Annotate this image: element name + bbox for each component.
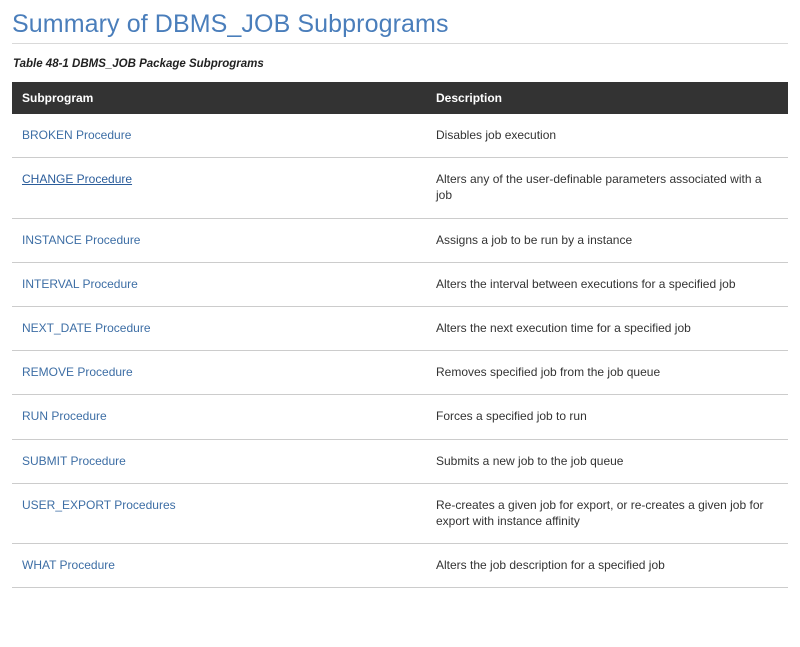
table-header bbox=[12, 82, 788, 114]
table-row bbox=[12, 439, 788, 483]
subprogram-link[interactable]: CHANGE Procedure bbox=[22, 172, 133, 187]
table-caption: Table 48-1 DBMS_JOB Package Subprograms bbox=[13, 58, 264, 70]
table-row bbox=[12, 544, 788, 588]
table-cell-subprogram bbox=[12, 395, 426, 439]
table-row bbox=[12, 483, 788, 543]
table-row bbox=[12, 114, 788, 158]
table-cell-description: Submits a new job to the job queue bbox=[426, 439, 788, 483]
subprogram-link[interactable]: USER_EXPORT Procedures bbox=[22, 497, 176, 512]
subprogram-link[interactable]: INSTANCE Procedure bbox=[22, 232, 141, 247]
table-row bbox=[12, 158, 788, 218]
table-cell-subprogram bbox=[12, 351, 426, 395]
table-cell-description: Re-creates a given job for export, or re-creates a given job for export with instance affinity bbox=[426, 483, 788, 543]
table-cell-description: Alters the next execution time for a specified job bbox=[426, 306, 788, 350]
table-cell-subprogram bbox=[12, 114, 426, 158]
table-cell-subprogram bbox=[12, 262, 426, 306]
table-row bbox=[12, 395, 788, 439]
subprogram-link[interactable]: SUBMIT Procedure bbox=[22, 453, 126, 468]
table-body bbox=[12, 114, 788, 588]
column-header-description: Description bbox=[426, 82, 788, 114]
table-cell-description: Alters the job description for a specified job bbox=[426, 544, 788, 588]
table-row bbox=[12, 262, 788, 306]
subprogram-link[interactable]: BROKEN Procedure bbox=[22, 128, 132, 142]
table-cell-description: Alters the interval between executions for a specified job bbox=[426, 262, 788, 306]
subprogram-link[interactable]: WHAT Procedure bbox=[22, 558, 115, 573]
title-divider bbox=[12, 43, 788, 44]
table-cell-subprogram bbox=[12, 439, 426, 483]
page-title: Summary of DBMS_JOB Subprograms bbox=[12, 10, 449, 38]
table-cell-description: Disables job execution bbox=[426, 114, 788, 158]
subprogram-link[interactable]: RUN Procedure bbox=[22, 409, 107, 424]
table-row bbox=[12, 218, 788, 262]
document-page bbox=[0, 10, 800, 588]
column-header-subprogram: Subprogram bbox=[12, 82, 426, 114]
table-cell-subprogram bbox=[12, 483, 426, 543]
subprograms-table bbox=[12, 82, 788, 588]
table-cell-subprogram bbox=[12, 306, 426, 350]
table-cell-subprogram bbox=[12, 218, 426, 262]
subprogram-link[interactable]: REMOVE Procedure bbox=[22, 365, 133, 380]
table-cell-subprogram bbox=[12, 158, 426, 218]
subprogram-link[interactable]: INTERVAL Procedure bbox=[22, 276, 138, 291]
subprogram-link[interactable]: NEXT_DATE Procedure bbox=[22, 320, 151, 335]
table-cell-subprogram bbox=[12, 544, 426, 588]
table-cell-description: Removes specified job from the job queue bbox=[426, 351, 788, 395]
table-cell-description: Assigns a job to be run by a instance bbox=[426, 218, 788, 262]
table-cell-description: Forces a specified job to run bbox=[426, 395, 788, 439]
table-header-row bbox=[12, 82, 788, 114]
table-cell-description: Alters any of the user-definable parameters associated with a job bbox=[426, 158, 788, 218]
table-row bbox=[12, 351, 788, 395]
table-row bbox=[12, 306, 788, 350]
